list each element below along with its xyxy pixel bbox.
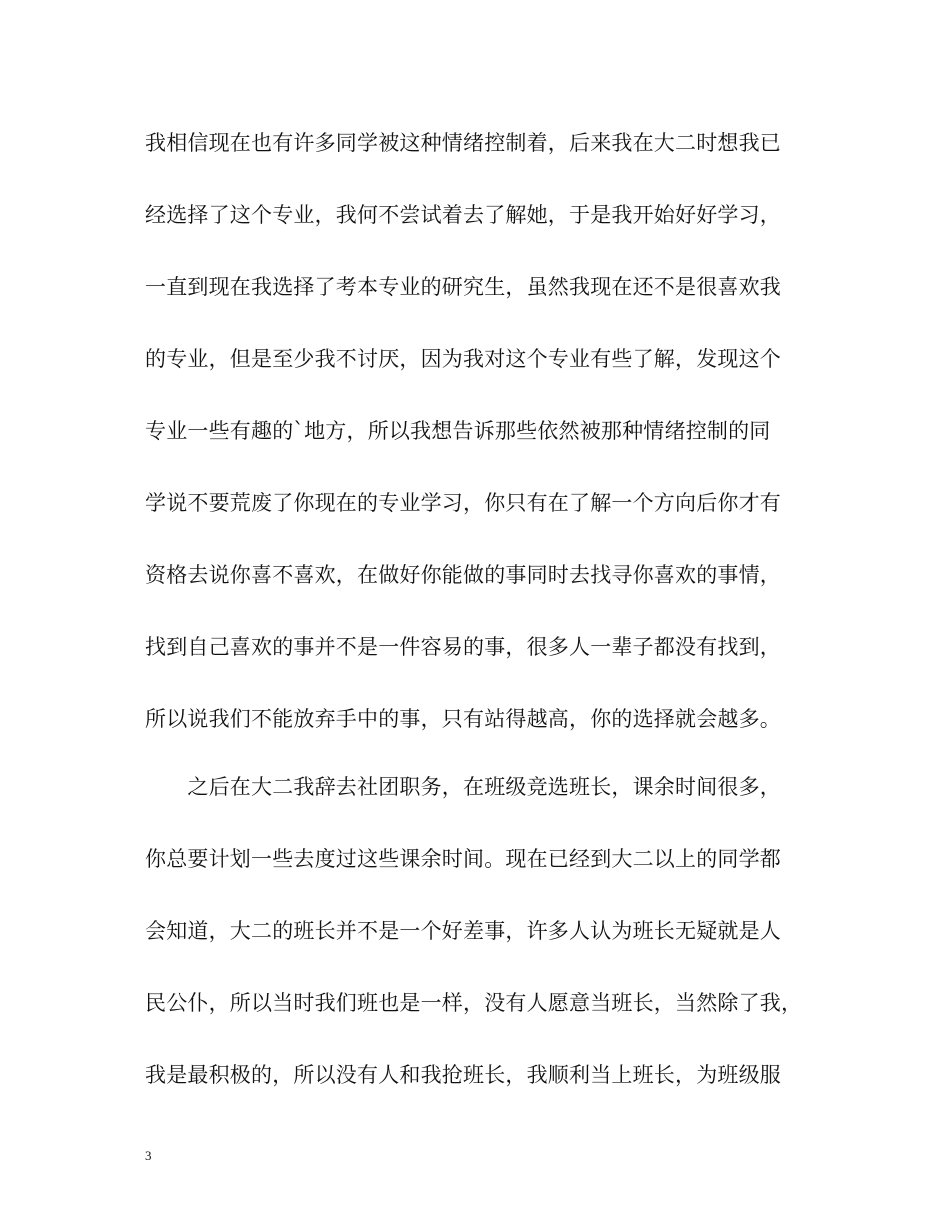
text-line: 的专业，但是至少我不讨厌，因为我对这个专业有些了解，发现这个 — [145, 347, 781, 371]
text-line: 找到自己喜欢的事并不是一件容易的事，很多人一辈子都没有找到， — [145, 635, 781, 659]
text-line: 经选择了这个专业，我何不尝试着去了解她，于是我开始好好学习， — [145, 203, 781, 227]
text-line: 会知道，大二的班长并不是一个好差事，许多人认为班长无疑就是人 — [145, 919, 781, 943]
text-line: 学说不要荒废了你现在的专业学习，你只有在了解一个方向后你才有 — [145, 491, 781, 515]
text-line: 一直到现在我选择了考本专业的研究生，虽然我现在还不是很喜欢我 — [145, 275, 781, 299]
text-line: 我是最积极的，所以没有人和我抢班长，我顺利当上班长，为班级服 — [145, 1063, 781, 1087]
text-line: 专业一些有趣的`地方，所以我想告诉那些依然被那种情绪控制的同 — [145, 419, 771, 443]
text-line: 你总要计划一些去度过这些课余时间。现在已经到大二以上的同学都 — [145, 847, 781, 871]
page-number: 3 — [145, 1148, 152, 1163]
text-line: 民公仆，所以当时我们班也是一样，没有人愿意当班长，当然除了我， — [145, 991, 803, 1015]
text-line: 资格去说你喜不喜欢，在做好你能做的事同时去找寻你喜欢的事情， — [145, 563, 781, 587]
text-line: 我相信现在也有许多同学被这种情绪控制着，后来我在大二时想我已 — [145, 131, 781, 155]
text-line: 所以说我们不能放弃手中的事，只有站得越高，你的选择就会越多。 — [145, 707, 781, 731]
paragraph-start-line: 之后在大二我辞去社团职务，在班级竞选班长，课余时间很多， — [145, 775, 781, 799]
